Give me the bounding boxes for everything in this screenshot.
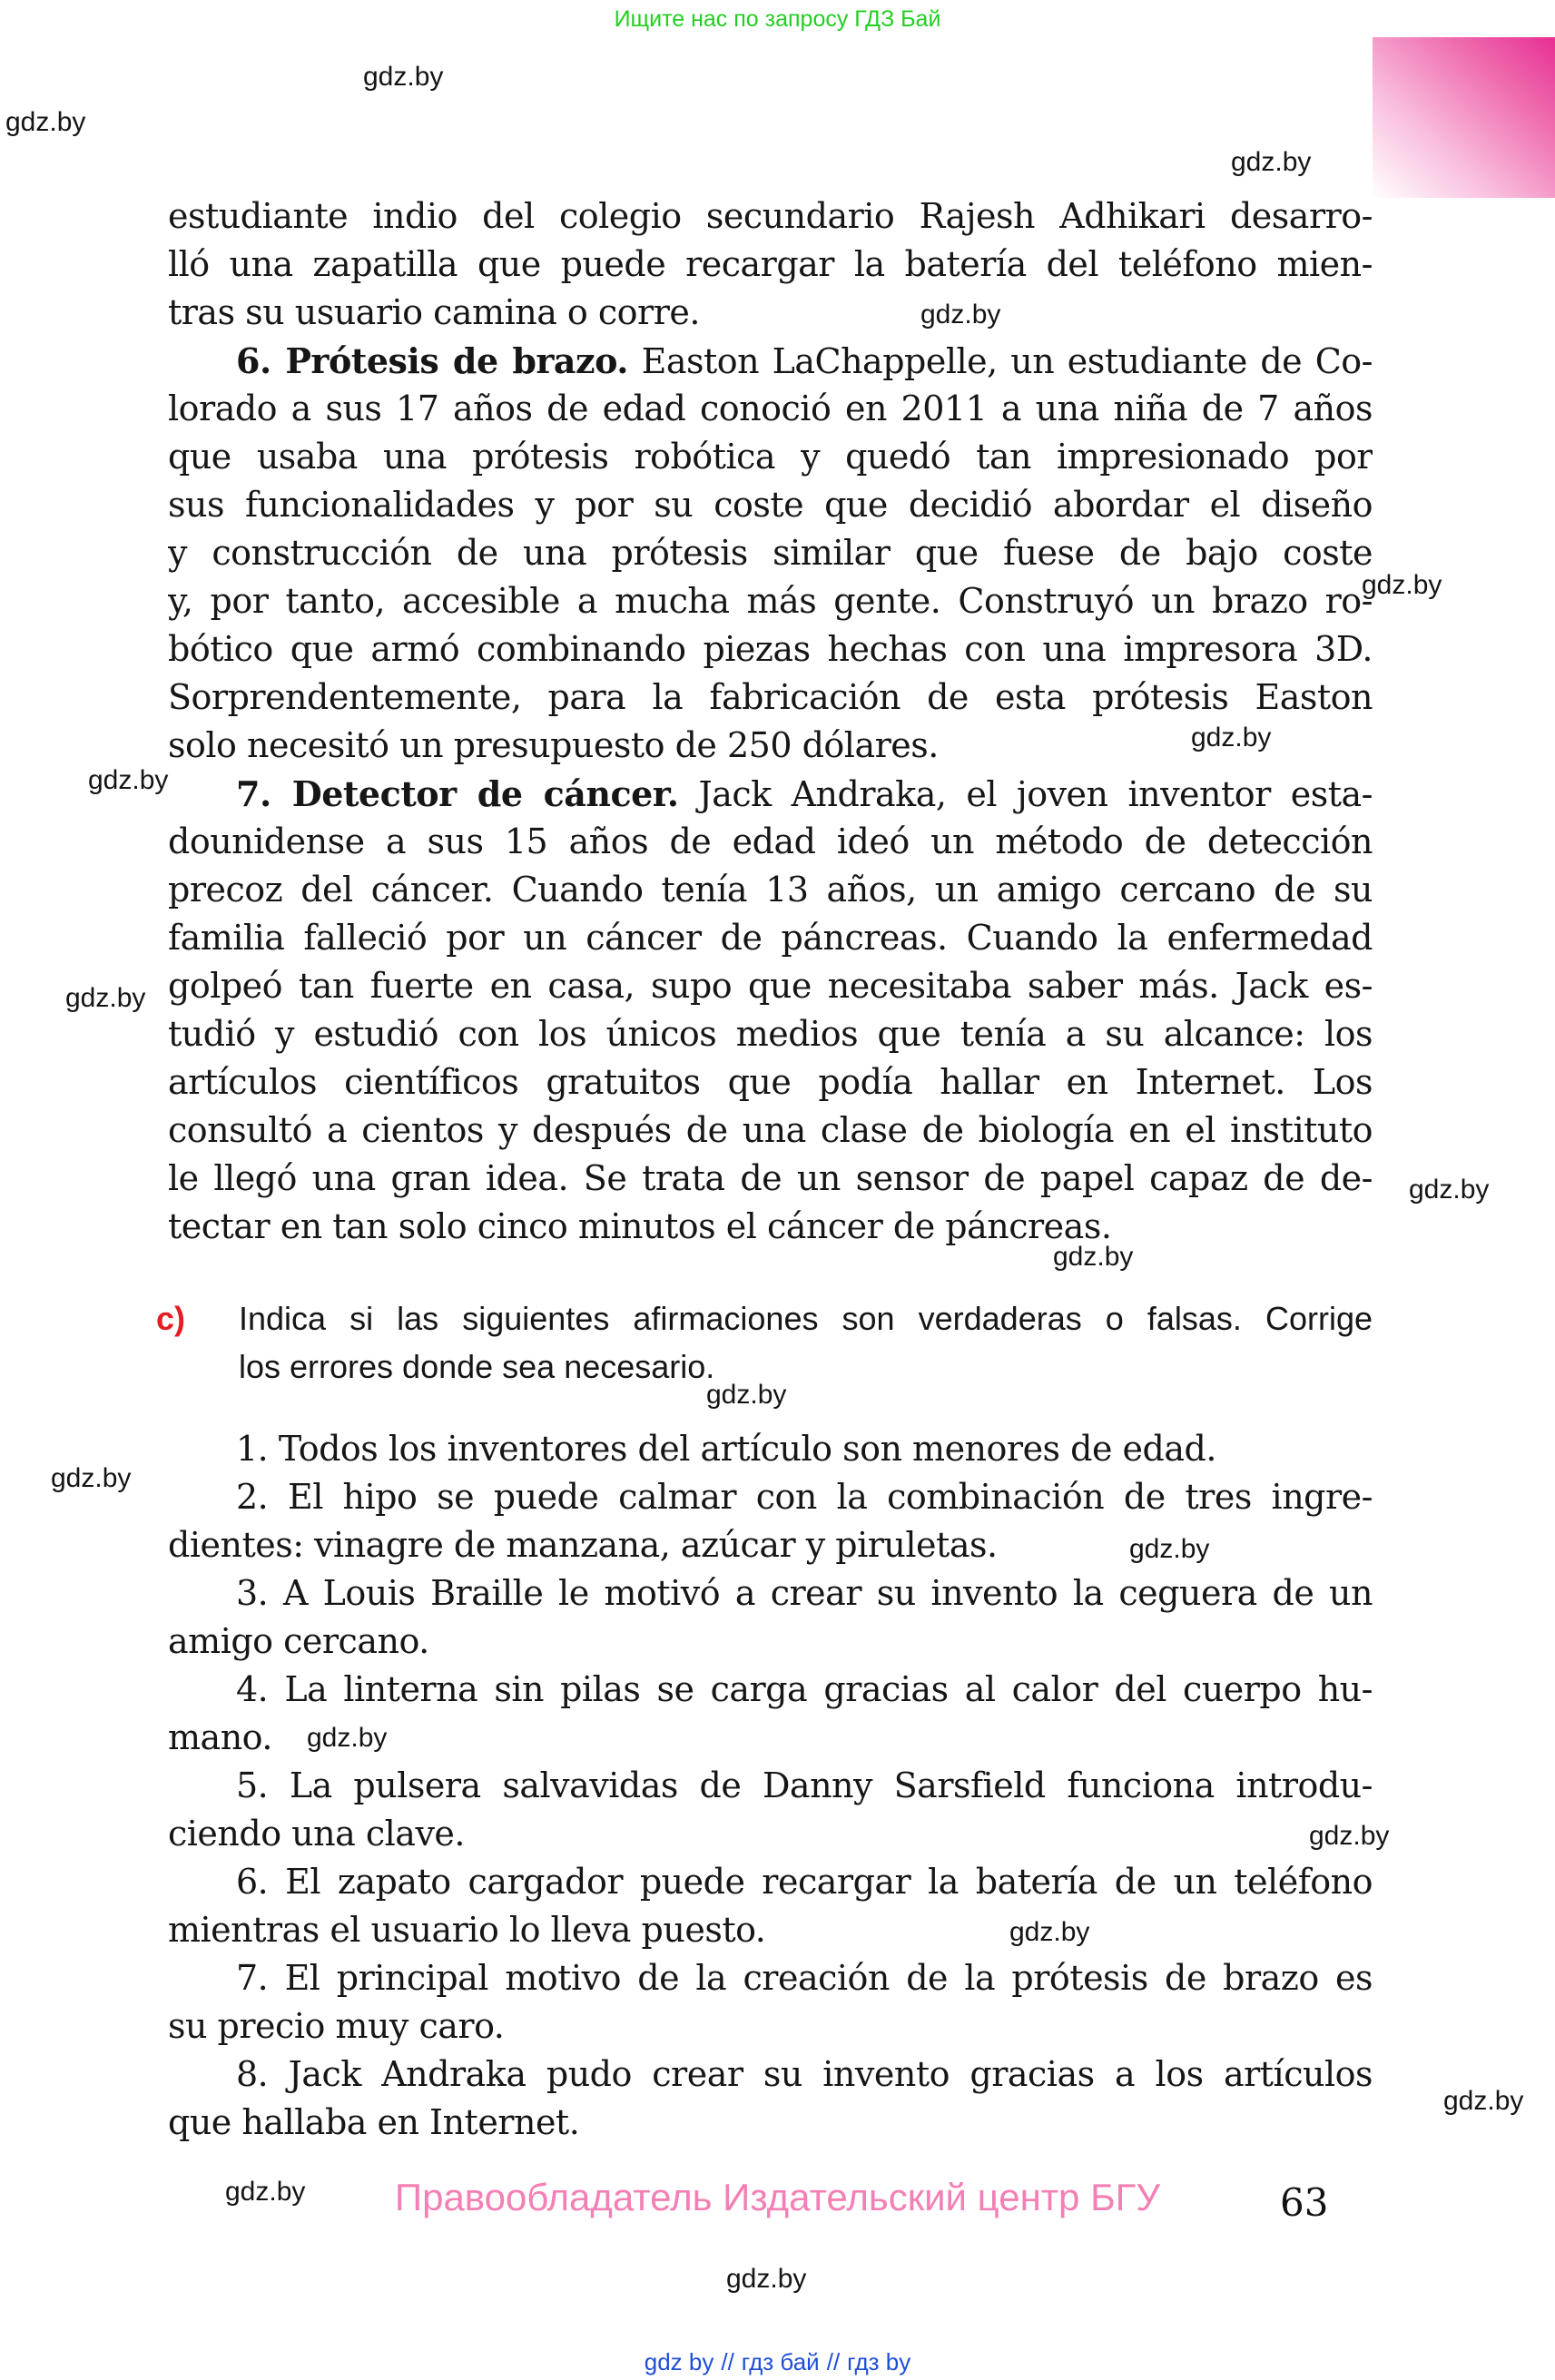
text-line: tudió y estudió con los únicos medios que tenía a su alcance: los xyxy=(168,1014,1373,1054)
gdz-watermark: gdz.by xyxy=(1409,1175,1490,1205)
text-line: precoz del cáncer. Cuando tenía 13 años, un amigo cercano de su xyxy=(168,870,1373,910)
text-line: mientras el usuario lo lleva puesto. xyxy=(168,1910,766,1950)
text-line: le llegó una gran idea. Se trata de un sensor de papel capaz de de- xyxy=(168,1158,1373,1198)
text-line: consultó a cientos y después de una clase de biología en el instituto xyxy=(168,1110,1373,1150)
text-line: 7. El principal motivo de la creación de la prótesis de brazo es xyxy=(236,1958,1373,1998)
text-line: 8. Jack Andraka pudo crear su invento gracias a los artículos xyxy=(236,2054,1373,2094)
text-line: bótico que armó combinando piezas hechas con una impresora 3D. xyxy=(168,629,1373,669)
pink-gradient-decoration xyxy=(1373,37,1555,198)
task-label: c) xyxy=(156,1300,186,1337)
text-line: dounidense a sus 15 años de edad ideó un método de detección xyxy=(168,821,1373,861)
text-line: que hallaba en Internet. xyxy=(168,2102,580,2142)
gdz-watermark: gdz.by xyxy=(706,1380,787,1410)
gdz-watermark: gdz.by xyxy=(307,1723,388,1753)
text-line: 6. Prótesis de brazo. Easton LaChappelle, un estudiante de Co- xyxy=(236,340,1373,381)
text-line: estudiante indio del colegio secundario Rajesh Adhikari desarro- xyxy=(168,196,1373,236)
paragraph xyxy=(168,192,1373,337)
gdz-watermark: gdz.by xyxy=(1129,1534,1210,1564)
list-item xyxy=(168,1762,1373,1858)
gdz-watermark: gdz.by xyxy=(1443,2086,1524,2116)
gdz-watermark: gdz.by xyxy=(726,2264,807,2294)
gdz-watermark: gdz.by xyxy=(65,983,146,1013)
text-line: 5. La pulsera salvavidas de Danny Sarsfield funciona introdu- xyxy=(236,1765,1373,1805)
link-separator: // xyxy=(721,2348,734,2375)
paragraph xyxy=(168,770,1373,1251)
text-line: tras su usuario camina o corre. xyxy=(168,292,700,332)
gdz-watermark: gdz.by xyxy=(225,2177,306,2207)
task-instruction xyxy=(156,1294,1373,1391)
list-item xyxy=(168,1425,1373,1473)
footer-links xyxy=(0,2347,1555,2376)
text-line: solo necesitó un presupuesto de 250 dólares. xyxy=(168,725,939,765)
gdz-watermark: gdz.by xyxy=(920,300,1001,329)
text-line: y, por tanto, accesible a mucha más gente. Construyó un brazo ro- xyxy=(168,581,1373,621)
text-line: 1. Todos los inventores del artículo son menores de edad. xyxy=(236,1429,1216,1469)
link-separator: // xyxy=(826,2348,841,2375)
text-line: familia falleció por un cáncer de páncreas. Cuando la enfermedad xyxy=(168,918,1373,958)
text-line: 4. La linterna sin pilas se carga gracias al calor del cuerpo hu- xyxy=(236,1669,1373,1709)
gdz-watermark: gdz.by xyxy=(1191,723,1272,752)
footer-link[interactable]: гдз by xyxy=(847,2348,911,2375)
list-item xyxy=(168,1858,1373,1954)
gdz-watermark: gdz.by xyxy=(1053,1242,1134,1272)
text-line: mano. xyxy=(168,1717,272,1757)
promo-banner: Ищите нас по запросу ГДЗ Бай xyxy=(614,6,941,32)
text-line: 2. El hipo se puede calmar con la combinación de tres ingre- xyxy=(236,1477,1373,1517)
footer-link[interactable]: gdz by xyxy=(644,2348,714,2375)
gdz-watermark: gdz.by xyxy=(1309,1821,1390,1851)
gdz-watermark: gdz.by xyxy=(1009,1917,1090,1947)
list-item xyxy=(168,1954,1373,2051)
page-number: 63 xyxy=(1280,2180,1329,2225)
text-line: Sorprendentemente, para la fabricación de esta prótesis Easton xyxy=(168,677,1373,717)
text-column xyxy=(156,192,1373,2147)
text-line: dientes: vinagre de manzana, azúcar y piruletas. xyxy=(168,1525,998,1565)
gdz-watermark: gdz.by xyxy=(1362,570,1442,600)
text-line: lló una zapatilla que puede recargar la batería del teléfono mien- xyxy=(168,244,1373,284)
text-line: 6. El zapato cargador puede recargar la batería de un teléfono xyxy=(236,1862,1373,1902)
text-line: golpeó tan fuerte en casa, supo que necesitaba saber más. Jack es- xyxy=(168,966,1373,1006)
gdz-watermark: gdz.by xyxy=(51,1463,132,1493)
paragraph xyxy=(168,337,1373,770)
text-line: sus funcionalidades y por su coste que decidió abordar el diseño xyxy=(168,485,1373,525)
gdz-watermark: gdz.by xyxy=(5,107,86,137)
list-item xyxy=(168,1569,1373,1666)
text-line: que usaba una prótesis robótica y quedó tan impresionado por xyxy=(168,437,1373,477)
list-item xyxy=(168,2051,1373,2147)
text-line: ciendo una clave. xyxy=(168,1814,465,1854)
text-line: los errores donde sea necesario. xyxy=(239,1348,715,1385)
text-line: y construcción de una prótesis similar que fuese de bajo coste xyxy=(168,533,1373,573)
gdz-watermark: gdz.by xyxy=(1231,147,1312,177)
text-line: 7. Detector de cáncer. Jack Andraka, el joven inventor esta- xyxy=(236,773,1373,814)
copyright-notice: Правообладатель Издательский центр БГУ xyxy=(394,2176,1161,2218)
text-line: Indica si las siguientes afirmaciones son verdaderas o falsas. Corrige xyxy=(239,1300,1373,1337)
text-line: su precio muy caro. xyxy=(168,2006,505,2046)
text-line: lorado a sus 17 años de edad conoció en 2011 a una niña de 7 años xyxy=(168,388,1373,428)
gdz-watermark: gdz.by xyxy=(88,765,169,795)
text-line: artículos científicos gratuitos que podía hallar en Internet. Los xyxy=(168,1062,1373,1102)
footer-link[interactable]: гдз бай xyxy=(741,2348,820,2375)
gdz-watermark: gdz.by xyxy=(363,62,444,92)
text-line: 3. A Louis Braille le motivó a crear su invento la ceguera de un xyxy=(236,1573,1373,1613)
text-line: tectar en tan solo cinco minutos el cáncer de páncreas. xyxy=(168,1206,1112,1246)
text-line: amigo cercano. xyxy=(168,1621,429,1661)
